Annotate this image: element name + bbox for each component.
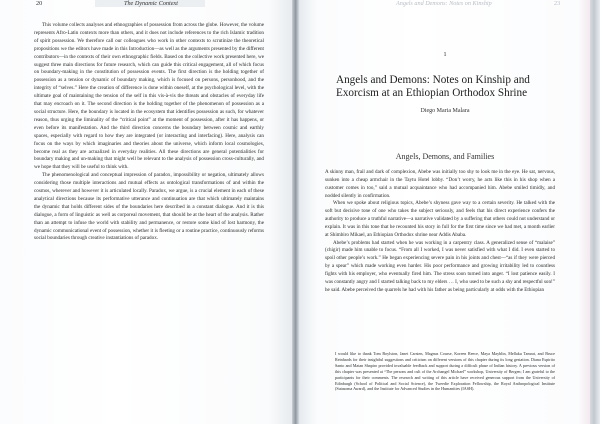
- left-page-body: [34, 22, 264, 243]
- running-head: Angels and Demons: Notes on Kinship: [396, 0, 492, 7]
- page-number: 20: [36, 0, 43, 7]
- paragraph: A skinny man, frail and dark of complexion, Abebe was initially too shy to look me in the eye. He sat, nervous, sunken into a cheap armchair in the Taytu Hotel lobby. “Don’t worry, he acts like this in his shop when a customer comes in too,” said a mutual acquaintance who had accompanied him. Abebe smiled timidly, and nodded silently in confirmation.: [325, 169, 555, 199]
- chapter-author: Diego Maria Malara: [420, 108, 470, 114]
- running-head: The Dynamic Context: [124, 0, 178, 7]
- paragraph: Abebe’s problems had started when he was working in a carpentry class. A generalized sense of “malaise” (chigir) made him unable to focus. “From all I worked, I was never satisfied with what I did. I even started to spoil other people’s work.” He began experiencing severe pain in his joints and chest—“as if they were pierced by a spear” which made working even harder. His poor performance and growing irritability led to countless fights with his employer, who eventually fired him. The stress soon turned into anger. “I lost patience easily. I was constantly angry and I started talking back to my elders … I, who used to be such a shy and respectful son!” he said. Abebe perceived the quarrels he had with his father as being particularly at odds with the Ethiopian: [325, 239, 555, 293]
- paragraph: This volume collects analyses and ethnographies of possession from across the globe. However, the volume represents Afro-Latin contexts more than others, and it does not include references to the rich Islamic tradition of spirit possession. We therefore call our colleagues who work in other contexts to scrutinize the theoretical propositions we the editors have made in this Introduction—as well as the arguments presented by the different contributors—in the contexts of their own ethnographic fields. Based on the collective work presented here, we suggest three main directions for future research, which can guide this critical engagement, all of which focus on boundary-making in the constitution of possession events. The first direction is the holding together of possession as a tension or dynamic of boundary making, which is focused on persons, personhood, and the integrity of “selves.” Here the creation of difference is done within oneself, at the psychological level, with the ultimate goal of maintaining the tension of the self in this vis-à-vis the threats and obstacles of everyday life that may encroach on it. The second direction is the holding together of the phenomenon of possession as a social structure. Here, the boundary is located in the ecosystem that identifies possession as such, for whatever reason, thus urging the liminality of the “critical point” at the moment of possession, after it has happens, or even before its manifestation. And the third direction concerns the boundary between cosmic and earthly spaces, especially with regard to how they are integrated (or interacting and interfacing). Here, analysis can focus on the ways by which imaginaries and theories about the universe, which inform local cosmologies, become real as they are actualized in everyday realities. All these directions are general potentialities for boundary making and un-making that might well be relevant to the analysis of possession cross-culturally, and we hope that they will be useful to think with.: [34, 22, 264, 171]
- right-page-body: [325, 169, 555, 295]
- left-page: [0, 0, 292, 424]
- book-gutter: [292, 0, 300, 424]
- section-heading: Angels, Demons, and Families: [395, 152, 495, 161]
- page-edge: [590, 0, 600, 424]
- chapter-number: 1: [443, 51, 447, 58]
- page-number: 23: [554, 0, 561, 7]
- right-page: [300, 0, 590, 424]
- paragraph: The phenomenological and conceptual impression of paradox, impossibility or negation, ultimately allows considering those multiple interactions and mutual effects as ontological transformations of and within the cosmos, wherever and however it is articulated locally. Paradox, we argue, is a crucial element in each of these analytical directions because its performative utterance and continuation are that which ultimately maintains the dynamic that holds different sides of the boundaries here described in a constant dialogue. And it is this dialogue, a form of linguistic as well as corporeal movement, that should be at the heart of the analysis. Rather than an attempt to infuse the world with stability and permanence, or restore some kind of lost harmony, the dynamic communicational event of possession, whether it is fleeting or a routine practice, continuously reforms social boundaries through creative instantiations of paradox.: [34, 172, 264, 242]
- chapter-title: Angels and Demons: Notes on Kinship and Exorcism at an Ethiopian Orthodox Shrine: [336, 74, 530, 99]
- paragraph: When we spoke about religious topics, Abebe’s shyness gave way to a certain severity. He talked with the soft but decisive tone of one who takes the subject seriously, and feels that his direct experience confers the authority to produce a truthful narrative—a narrative validated by a suffering that others could not understand or explain. It was in this tone that he recounted his story in full for the first time since we had met, a month earlier at Shimbiro Mikael, an Ethiopian Orthodox shrine near Addis Ababa.: [325, 200, 555, 238]
- footnote: I would like to thank Tom Boylston, Janet Carsten, Magnus Course, Koreen Reece, Maya Mayblin, Mellaku Tamrat, and Bruce Reinhards for their insightful suggestions and criticism on different versions of this chapter during its long gestation. Diana Espirito Santo and Matan Shapiro provided invaluable feedback and support during a difficult phase of Indian history. A previous version of this chapter was presented at “The persons and cult of the Archangel Michael” workshop, University of Bergen; I am grateful to the participants for their comments. The research and writing of this article have received generous support from the University of Edinburgh (School of Political and Social Science), the Tweedie Exploration Fellowship, the Royal Anthropological Institute (Sutasoma Award), and the Institute for Advanced Studies in the Humanities (IASH).: [335, 351, 555, 392]
